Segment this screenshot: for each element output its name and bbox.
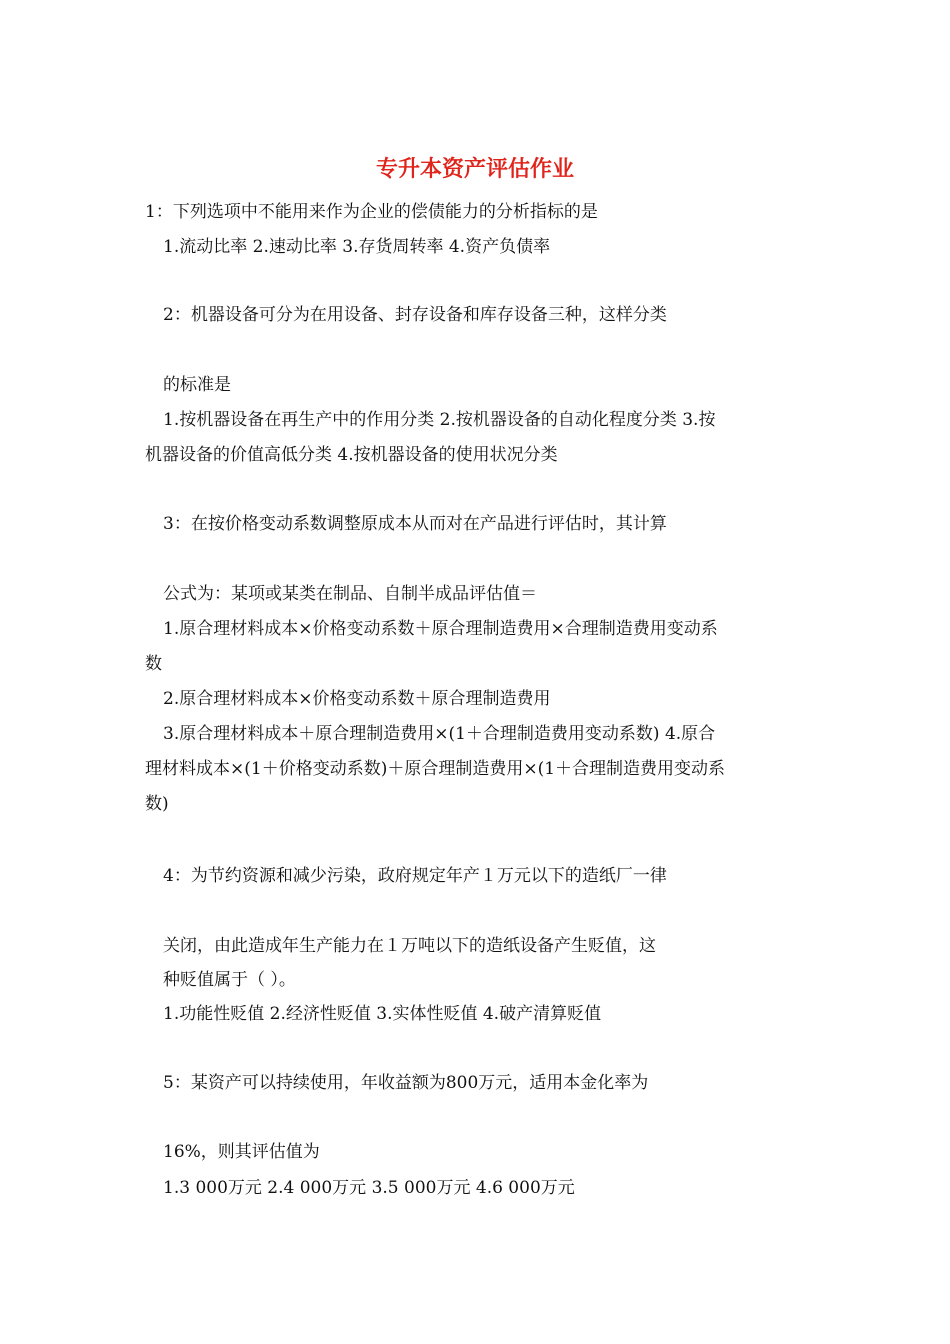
q3-option-1-line-2: 数 [145,654,162,674]
q3-option-2: 2.原合理材料成本×价格变动系数＋原合理制造费用 [163,689,551,709]
q4-stem-line-2: 关闭，由此造成年生产能力在１万吨以下的造纸设备产生贬值，这 [163,936,656,956]
q3-stem-line-1: 3：在按价格变动系数调整原成本从而对在产品进行评估时，其计算 [163,514,667,534]
q2-stem-line-1: 2：机器设备可分为在用设备、封存设备和库存设备三种，这样分类 [163,305,667,325]
q3-option-3-line-3: 数) [145,794,169,814]
document-title: 专升本资产评估作业 [375,157,574,182]
q2-options-line-2: 机器设备的价值高低分类 4.按机器设备的使用状况分类 [145,445,558,465]
q4-options: 1.功能性贬值 2.经济性贬值 3.实体性贬值 4.破产清算贬值 [163,1004,602,1024]
q3-stem-line-2: 公式为：某项或某类在制品、自制半成品评估值＝ [163,584,537,604]
q2-options-line-1: 1.按机器设备在再生产中的作用分类 2.按机器设备的自动化程度分类 3.按 [163,410,716,430]
q1-stem: 1：下列选项中不能用来作为企业的偿债能力的分析指标的是 [145,202,598,222]
q2-stem-line-2: 的标准是 [163,375,231,395]
q3-option-3-line-1: 3.原合理材料成本＋原合理制造费用×(1＋合理制造费用变动系数) 4.原合 [163,724,716,744]
q4-stem-line-1: 4：为节约资源和减少污染，政府规定年产１万元以下的造纸厂一律 [163,866,667,886]
q5-options: 1.3 000万元 2.4 000万元 3.5 000万元 4.6 000万元 [163,1178,575,1198]
q3-option-3-line-2: 理材料成本×(1＋价格变动系数)＋原合理制造费用×(1＋合理制造费用变动系 [145,759,726,779]
q4-stem-line-3: 种贬值属于（ ）。 [163,970,296,990]
q3-option-1-line-1: 1.原合理材料成本×价格变动系数＋原合理制造费用×合理制造费用变动系 [163,619,718,639]
q5-stem-line-1: 5：某资产可以持续使用，年收益额为800万元，适用本金化率为 [163,1073,649,1093]
q5-stem-line-2: 16%，则其评估值为 [163,1142,320,1162]
q1-options: 1.流动比率 2.速动比率 3.存货周转率 4.资产负债率 [163,237,551,257]
